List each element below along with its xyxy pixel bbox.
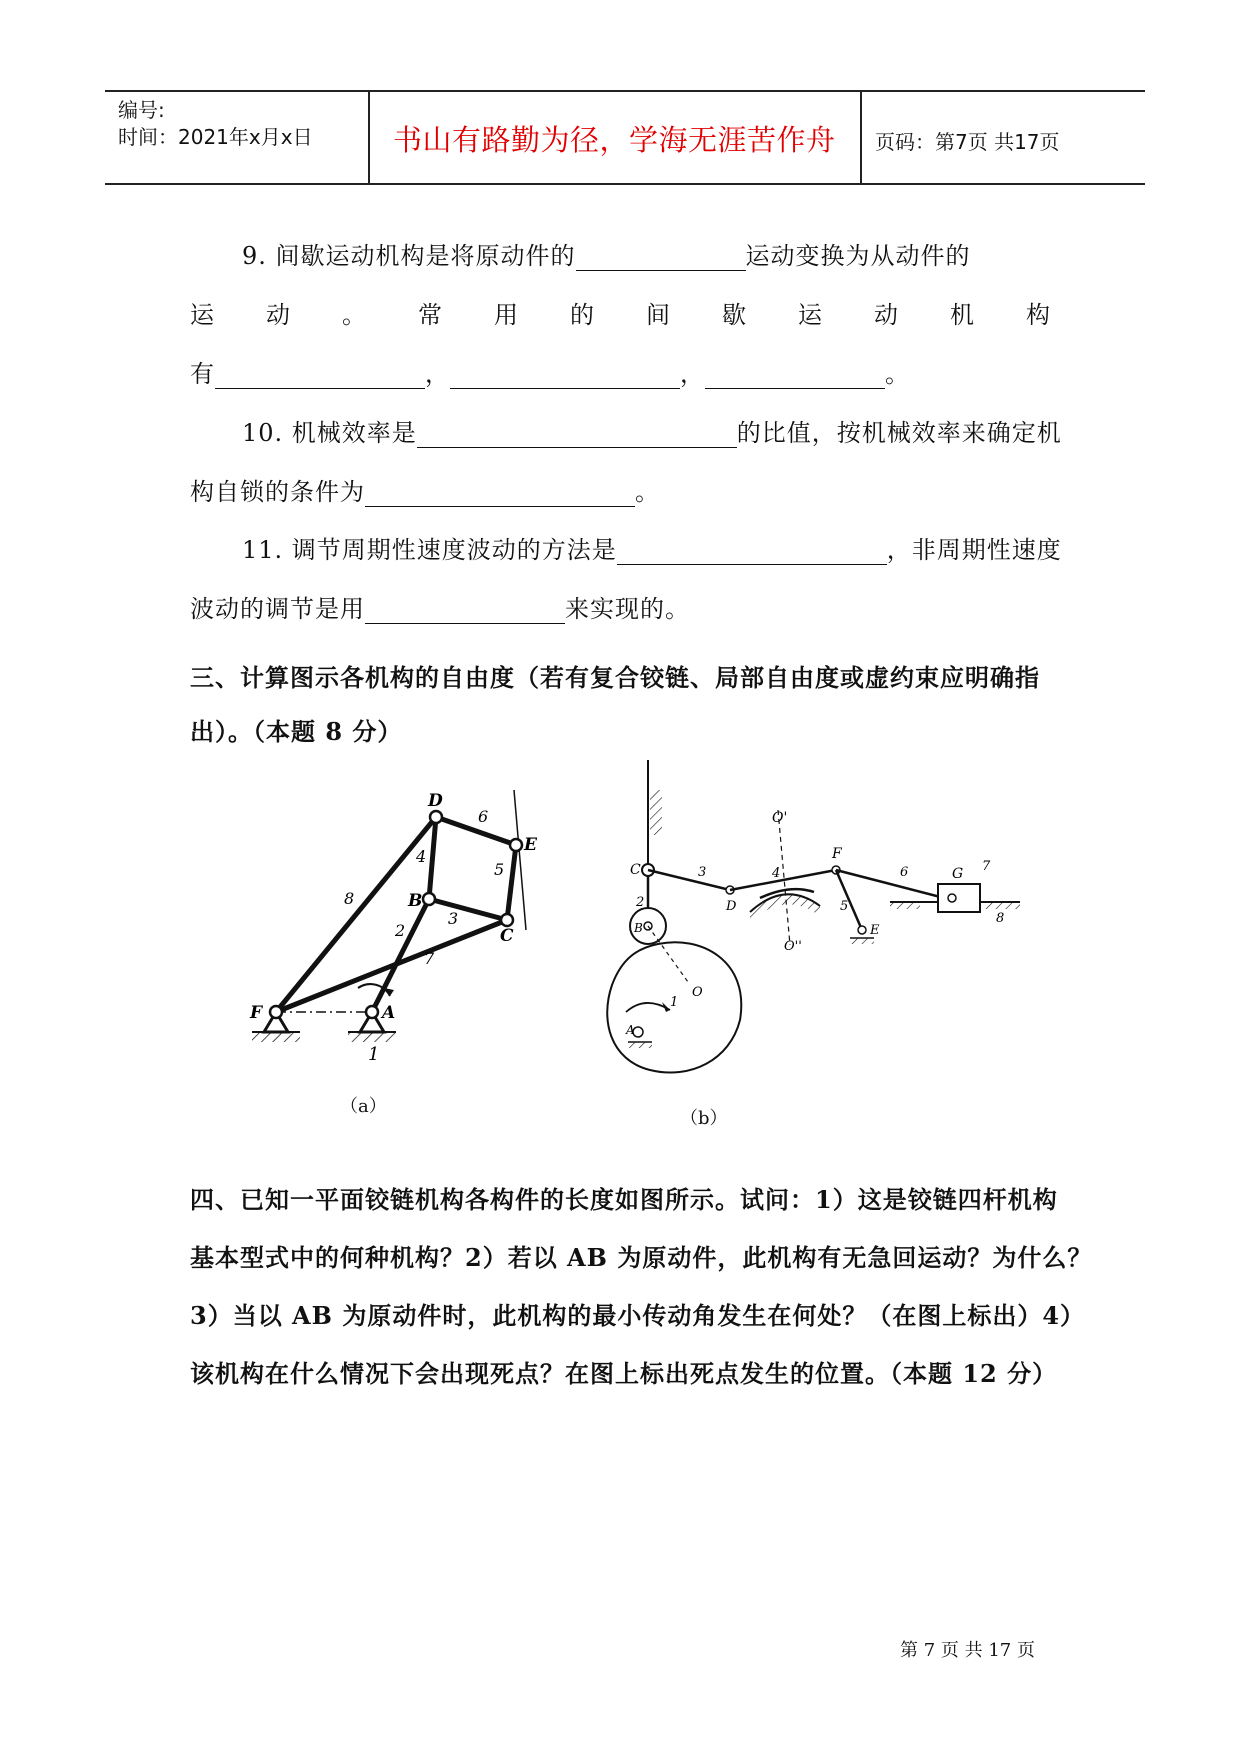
- q9-blank-2: [215, 362, 425, 389]
- q9-char: 机: [950, 301, 974, 329]
- header-serial: 编号:: [118, 98, 165, 122]
- q9-line3-text: 有: [190, 360, 215, 388]
- label-7: 7: [424, 949, 435, 968]
- joint-c: [501, 914, 513, 926]
- q9-char: 间: [646, 301, 670, 329]
- q9-char: 的: [570, 301, 594, 329]
- cam-center-line: [648, 926, 688, 982]
- q9-line1-text-a: 9. 间歇运动机构是将原动件的: [242, 242, 576, 270]
- section4-line4: 该机构在什么情况下会出现死点？在图上标出死点发生的位置。（本题 12 分）: [190, 1359, 1058, 1388]
- joint-a: [366, 1006, 378, 1018]
- q9-char: 。: [342, 301, 366, 329]
- q9-line1-text-b: 运动变换为从动件的: [745, 242, 971, 270]
- joint-b: [423, 893, 435, 905]
- joint-g: [948, 894, 956, 902]
- q9-blank-4: [705, 362, 885, 389]
- link-6: [436, 817, 516, 845]
- ground-a-hatch: [628, 1042, 652, 1048]
- label-7: 7: [982, 859, 991, 874]
- q9-comma: ，: [425, 360, 450, 388]
- vertical-guide-hatch: [650, 790, 662, 835]
- joint-e: [510, 839, 522, 851]
- q9-comma: ，: [680, 360, 705, 388]
- label-o: O: [692, 985, 703, 1000]
- q9-blank-1: [576, 244, 746, 271]
- q9-blank-3: [450, 362, 680, 389]
- header-divider-left: [368, 90, 370, 184]
- label-5: 5: [494, 860, 505, 879]
- horizontal-guide-hatch-left: [890, 902, 920, 909]
- figure-b-mechanism: [600, 760, 1030, 1090]
- horizontal-guide-hatch-right: [985, 902, 1020, 909]
- label-1: 1: [368, 1044, 380, 1065]
- footer-page-number: 第 7 页 共 17 页: [900, 1640, 1035, 1661]
- label-8: 8: [344, 889, 355, 908]
- link-3: [429, 899, 507, 920]
- label-d: D: [428, 791, 443, 811]
- q11-line2-text-a: 波动的调节是用: [190, 595, 365, 623]
- header-motto: 书山有路勤为径，学海无涯苦作舟: [393, 123, 836, 157]
- label-e: E: [524, 835, 537, 855]
- label-3: 3: [448, 909, 459, 928]
- ground-hatch-f: [252, 1032, 300, 1042]
- q10-line2: [190, 472, 660, 507]
- q11-blank-2: [365, 597, 565, 624]
- q10-blank-1: [417, 421, 737, 448]
- header-top-rule: [105, 90, 1145, 92]
- label-b: B: [634, 921, 643, 935]
- header-time: 时间：2021年x月x日: [118, 125, 313, 149]
- q9-char: 构: [1026, 301, 1050, 329]
- section4-line2: 基本型式中的何种机构？2）若以 AB 为原动件，此机构有无急回运动？为什么？: [190, 1243, 1093, 1272]
- label-2: 2: [636, 895, 645, 910]
- section4-line1: 四、已知一平面铰链机构各构件的长度如图所示。试问：1）这是铰链四杆机构: [190, 1185, 1058, 1214]
- slider-g: [938, 884, 980, 912]
- label-6: 6: [900, 865, 909, 880]
- label-5: 5: [840, 899, 849, 914]
- q9-char: 运: [798, 301, 822, 329]
- q11-line1: [242, 530, 1062, 565]
- label-3: 3: [698, 865, 707, 880]
- label-c: C: [500, 926, 514, 946]
- label-a: A: [626, 1023, 635, 1037]
- label-o2: O'': [784, 939, 802, 954]
- q9-char: 动: [874, 301, 898, 329]
- label-2: 2: [395, 921, 406, 940]
- label-g: G: [952, 866, 964, 882]
- label-6: 6: [478, 807, 489, 826]
- q11-line1-text-a: 11. 调节周期性速度波动的方法是: [242, 536, 617, 564]
- joint-d: [430, 811, 442, 823]
- q9-line1: [242, 236, 971, 271]
- label-4: 4: [416, 847, 427, 866]
- label-e: E: [870, 923, 880, 938]
- label-1: 1: [670, 995, 679, 1010]
- link-6: [836, 870, 952, 900]
- label-4: 4: [772, 866, 781, 881]
- q11-line2-text-b: 来实现的。: [565, 595, 690, 623]
- section3-line1: 三、计算图示各机构的自由度（若有复合铰链、局部自由度或虚约束应明确指: [190, 663, 1040, 692]
- figure-a-linkage: [240, 780, 560, 1080]
- joint-f: [270, 1006, 282, 1018]
- ground-hatch-a: [348, 1032, 396, 1042]
- q9-period: 。: [885, 360, 910, 388]
- q10-line2-text: 构自锁的条件为: [190, 478, 365, 506]
- ground-e-hatch: [850, 938, 874, 944]
- q9-char: 运: [190, 301, 214, 329]
- q9-line3: [190, 354, 910, 389]
- q10-line1-text-a: 10. 机械效率是: [242, 419, 417, 447]
- q10-blank-2: [365, 480, 635, 507]
- q9-char: 歇: [722, 301, 746, 329]
- figure-b-caption: （b）: [680, 1108, 728, 1129]
- q11-line1-text-b: ，非周期性速度: [886, 536, 1062, 564]
- section4-line3: 3）当以 AB 为原动件时，此机构的最小传动角发生在何处？（在图上标出）4）: [190, 1301, 1086, 1330]
- q11-line2: [190, 589, 690, 624]
- label-d: D: [726, 899, 737, 914]
- joint-e: [858, 926, 866, 934]
- q9-line2: [190, 295, 1050, 330]
- link-4: [429, 817, 436, 899]
- figure-a-caption: （a）: [340, 1096, 387, 1117]
- label-c: C: [630, 862, 641, 878]
- link-3: [648, 870, 730, 890]
- header-bottom-rule: [105, 183, 1145, 185]
- header-divider-right: [860, 90, 862, 184]
- q9-char: 常: [418, 301, 442, 329]
- link-5: [507, 845, 516, 920]
- label-a: A: [382, 1003, 396, 1023]
- q10-line1: [242, 413, 1062, 448]
- q10-period: 。: [635, 478, 660, 506]
- section3-line2: 出）。（本题 8 分）: [190, 717, 403, 746]
- label-b: B: [408, 891, 423, 911]
- label-f: F: [250, 1003, 263, 1023]
- header-page-number: 页码：第7页 共17页: [875, 130, 1060, 154]
- q10-line1-text-b: 的比值，按机械效率来确定机: [736, 419, 1062, 447]
- label-8: 8: [996, 911, 1005, 926]
- label-f: F: [832, 846, 842, 862]
- label-o1: O': [772, 810, 788, 826]
- q9-char: 动: [266, 301, 290, 329]
- q11-blank-1: [617, 538, 887, 565]
- q9-char: 用: [494, 301, 518, 329]
